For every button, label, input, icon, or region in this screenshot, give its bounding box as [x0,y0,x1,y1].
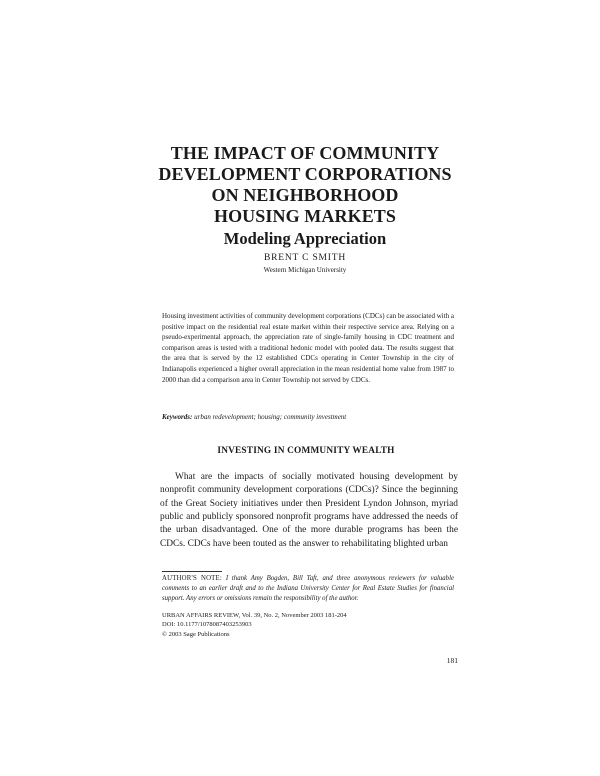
authors-note [162,574,454,604]
title-line: ON NEIGHBORHOOD [211,185,399,205]
journal-citation: URBAN AFFAIRS REVIEW, Vol. 39, No. 2, November 2003 181-204 [162,612,347,619]
title-line: DEVELOPMENT CORPORATIONS [158,164,452,184]
article-title [150,143,460,249]
title-line: HOUSING MARKETS [213,206,397,226]
authors-note-text: I thank Amy Bogden, Bill Taft, and three anonymous reviewers for valuable comments to an earlier draft and to the Indiana University Center for Real Estate Studies for financial support. Any errors or omissions remain the responsibility of the author. [162,575,454,602]
section-heading: INVESTING IN COMMUNITY WEALTH [217,446,395,456]
keywords-label: Keywords: [162,413,193,421]
author-name: BRENT C SMITH [263,253,346,263]
article-subtitle: Modeling Appreciation [223,229,387,248]
copyright: © 2003 Sage Publications [162,630,230,638]
keywords-text: urban redevelopment; housing; community investment [194,413,347,421]
page-number: 181 [446,656,458,665]
authors-note-label: AUTHOR'S NOTE: [162,575,222,582]
doi: DOI: 10.1177/1078087403253903 [162,621,252,629]
abstract: Housing investment activities of community development corporations (CDCs) can be associated with a positive impact on the residential real estate market within their respective service area. Relying on a pseudo-experimental approach, the appreciation rate of single-family housing in CDC treatment and comparison areas is tested with a traditional hedonic model with pooled data. The results suggest that the area that is served by the 12 established CDCs operating in Center Township in the city of Indianapolis experienced a higher overall appreciation in the mean residential home value from 1987 to 2000 than did a comparison area in Center Township not served by CDCs. [162,312,454,384]
author-affiliation: Western Michigan University [263,266,347,274]
title-line: THE IMPACT OF COMMUNITY [170,143,440,163]
keywords [162,412,454,422]
footnote-divider [162,571,222,572]
citation-block [162,611,454,639]
body-paragraph: What are the impacts of socially motivated housing development by nonprofit community development corporations (CDCs)? Since the beginning of the Great Society initiatives under then President Lyndon Johnson, myriad public and publicly sponsored nonprofit programs have addressed the needs of the urban disadvantaged. One of the more durable programs has been the CDCs. CDCs have been touted as the answer to rehabilitating blighted urban [160,472,458,549]
